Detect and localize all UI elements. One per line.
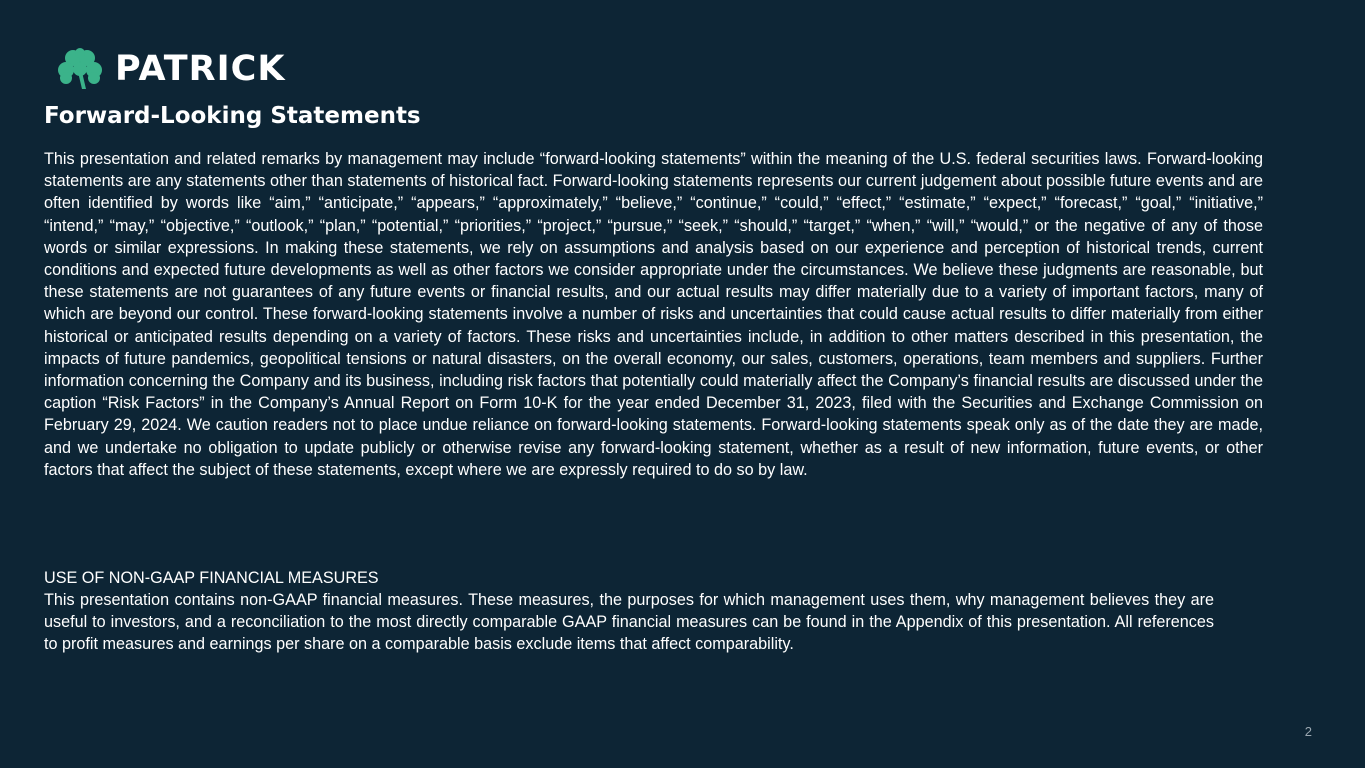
page-title: Forward-Looking Statements [44,103,421,129]
company-logo [57,48,285,90]
non-gaap-text: This presentation contains non-GAAP financial measures. These measures, the purposes for which management uses them, why management believes they are useful to investors, and a reconciliation to the most directly comparable GAAP financial measures can be found in the Appendix of this presentation. All references to profit measures and earnings per share on a comparable basis exclude items that affect comparability. [44,591,1214,654]
page-number: 2 [1304,724,1312,739]
forward-looking-statement-text: This presentation and related remarks by management may include “forward-looking statements” within the meaning of the U.S. federal securities laws. Forward-looking statements are any statements other than statements of historical fact. Forward-looking statements represents our current judgement about possible future events and are often identified by words like “aim,” “anticipate,” “appears,” “approximately,” “believe,” “continue,” “could,” “effect,” “estimate,” “expect,” “forecast,” “goal,” “initiative,” “intend,” “may,” “objective,” “outlook,” “plan,” “potential,” “priorities,” “project,” “pursue,” “seek,” “should,” “target,” “when,” “will,” “would,” or the negative of any of those words or similar expressions. In making these statements, we rely on assumptions and analysis based on our experience and perception of historical trends, current conditions and expected future developments as well as other factors we consider appropriate under the circumstances. We believe these judgments are reasonable, but these statements are not guarantees of any future events or financial results, and our actual results may differ materially due to a variety of important factors, many of which are beyond our control. These forward-looking statements involve a number of risks and uncertainties that could cause actual results to differ materially from either historical or anticipated results depending on a variety of factors. These risks and uncertainties include, in addition to other matters described in this presentation, the impacts of future pandemics, geopolitical tensions or natural disasters, on the overall economy, our sales, customers, operations, team members and suppliers. Further information concerning the Company and its business, including risk factors that potentially could materially affect the Company’s financial results are discussed under the caption “Risk Factors” in the Company’s Annual Report on Form 10-K for the year ended December 31, 2023, filed with the Securities and Exchange Commission on February 29, 2024. We caution readers not to place undue reliance on forward-looking statements. Forward-looking statements speak only as of the date they are made, and we undertake no obligation to update publicly or otherwise revise any forward-looking statement, whether as a result of new information, future events, or other factors that affect the subject of these statements, except where we are expressly required to do so by law. [44,150,1263,479]
non-gaap-heading: USE OF NON-GAAP FINANCIAL MEASURES [44,569,379,587]
shamrock-icon [57,48,103,90]
logo-wordmark: PATRICK [115,48,286,89]
